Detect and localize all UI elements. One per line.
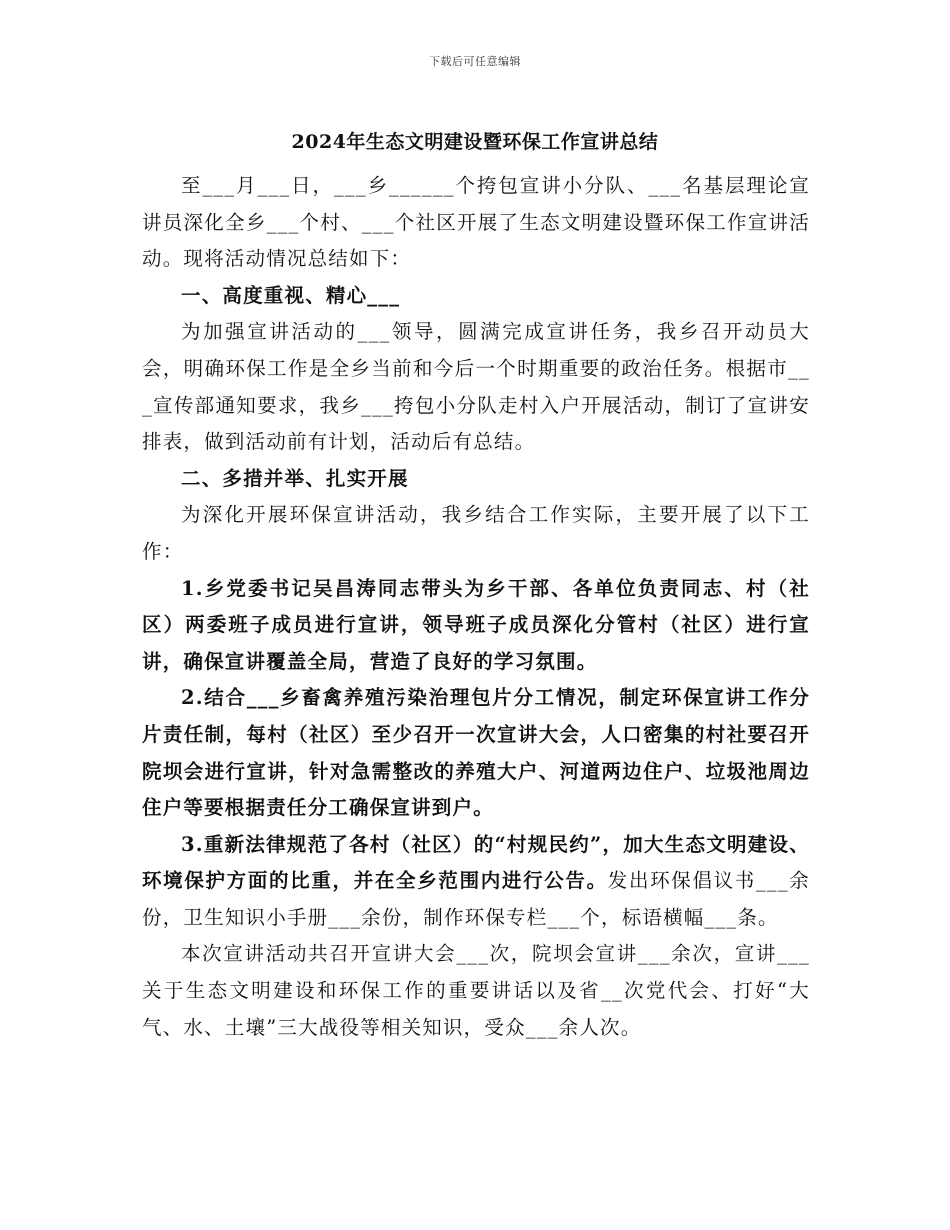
section1-heading: 一、高度重视、精心___: [181, 283, 401, 307]
document-title: 2024年生态文明建设暨环保工作宣讲总结: [291, 131, 659, 153]
section2-paragraph: 为深化开展环保宣讲活动，我乡结合工作实际，主要开展了以下工作：: [142, 503, 810, 563]
section2-item3-rest: 发出环保倡议书___余份，卫生知识小手册___余份，制作环保专栏___个，标语横幅___条。: [142, 869, 811, 929]
section2-item1: 1.乡党委书记吴昌涛同志带头为乡干部、各单位负责同志、村（社区）两委班子成员进行宣讲，领导班子成员深化分管村（社区）进行宣讲，确保宣讲覆盖全局，营造了良好的学习氛围。: [142, 576, 810, 673]
section2-heading: 二、多措并举、扎实开展: [181, 466, 409, 490]
section2-item3-bold: 3.重新法律规范了各村（社区）的“村规民约”，加大生态文明建设、环境保护方面的比重，并在全乡范围内进行公告。: [142, 832, 810, 893]
header-note: 下载后可任意编辑: [429, 55, 521, 68]
intro-paragraph: 至___月___日，___乡______个挎包宣讲小分队、___名基层理论宣讲员深化全乡___个村、___个社区开展了生态文明建设暨环保工作宣讲活动。现将活动情况总结如下：: [142, 174, 810, 271]
document-body: [142, 168, 810, 1046]
summary-paragraph: 本次宣讲活动共召开宣讲大会___次，院坝会宣讲___余次，宣讲___关于生态文明建设和环保工作的重要讲话以及省__次党代会、打好“大气、水、土壤”三大战役等相关知识，受众___余人次。: [142, 942, 810, 1039]
section1-paragraph: 为加强宣讲活动的___领导，圆满完成宣讲任务，我乡召开动员大会，明确环保工作是全乡当前和今后一个时期重要的政治任务。根据市___宣传部通知要求，我乡___挎包小分队走村入户开展活动，制订了宣讲安排表，做到活动前有计划，活动后有总结。: [142, 320, 810, 454]
section2-item2: 2.结合___乡畜禽养殖污染治理包片分工情况，制定环保宣讲工作分片责任制，每村（社区）至少召开一次宣讲大会，人口密集的村社要召开院坝会进行宣讲，针对急需整改的养殖大户、河道两边住户、垃圾池周边住户等要根据责任分工确保宣讲到户。: [142, 686, 810, 820]
section2-item3: [142, 827, 810, 937]
